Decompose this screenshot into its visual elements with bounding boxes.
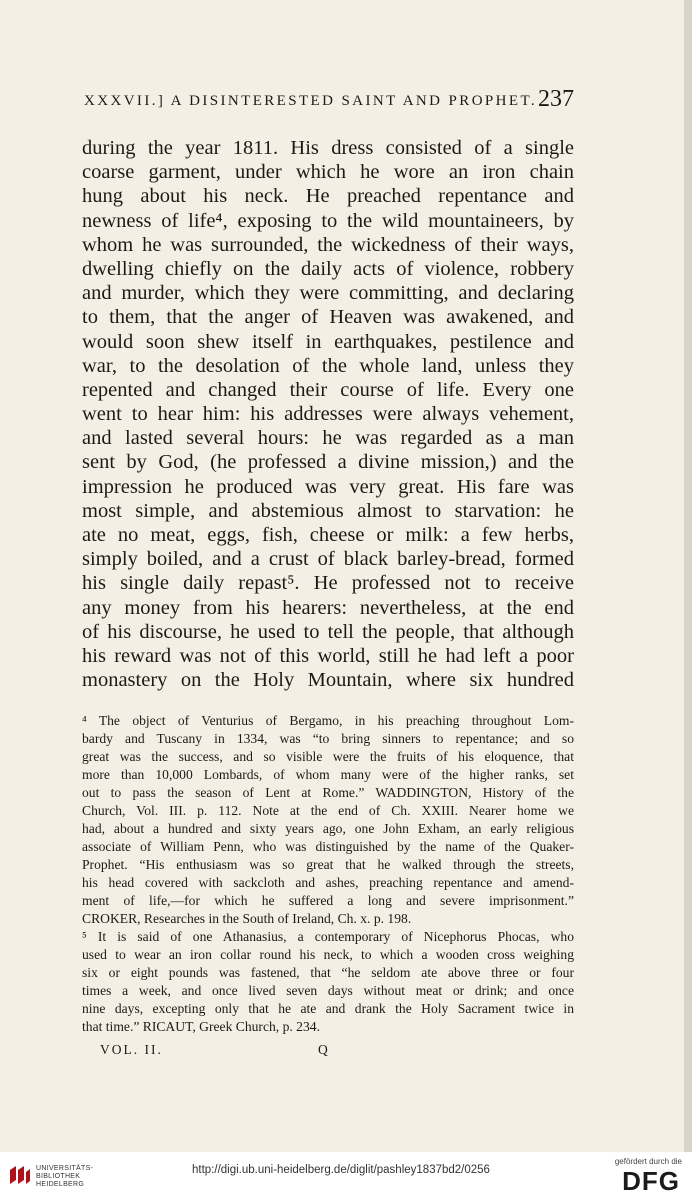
text-line: simply boiled, and a crust of black barley-bread, formed [82,548,574,571]
footnote-line: six or eight pounds was fastened, that “he seldom ate above three or four [82,965,574,980]
footnote-line: associate of William Penn, who was distinguished by the name of the Quaker- [82,839,574,854]
text-line: to them, that the anger of Heaven was awakened, and [82,306,574,329]
viewer-footer [0,1152,692,1201]
gathering-mark: Q [318,1042,330,1057]
main-text [82,136,574,692]
text-line: sent by God, (he professed a divine mission,) and the [82,451,574,474]
text-line: and murder, which they were committing, and declaring [82,282,574,305]
text-line: went to hear him: his addresses were always vehement, [82,403,574,426]
footnote-line: had, about a hundred and sixty years ago, one John Exham, an early religious [82,821,574,836]
text-line: war, to the desolation of the whole land, unless they [82,354,574,377]
text-line: of his discourse, he used to tell the people, that although [82,620,574,643]
footnote-line: ⁵ It is said of one Athanasius, a contemporary of Nicephorus Phocas, who [82,929,574,944]
footnote-line: his head covered with sackcloth and ashes, preaching repentance and amend- [82,875,574,890]
footnote-line: Church, Vol. III. p. 112. Note at the end of Ch. XXIII. Nearer home we [82,803,574,818]
text-line: repented and changed their course of life. Every one [82,378,574,401]
footnote-line: great was the success, and so visible were the fruits of his eloquence, that [82,749,574,764]
text-line: dwelling chiefly on the daily acts of violence, robbery [82,257,574,280]
dfg-logo[interactable]: DFG [622,1166,680,1196]
text-line: newness of life⁴, exposing to the wild mountaineers, by [82,209,574,232]
text-line: would soon shew itself in earthquakes, pestilence and [82,330,574,353]
funding-note: gefördert durch die [614,1157,682,1166]
text-line: monastery on the Holy Mountain, where six hundred [82,669,574,692]
text-line: coarse garment, under which he wore an iron chain [82,161,574,184]
footnote-line: more than 10,000 Lombards, of whom many were of the higher ranks, set [82,767,574,782]
library-name-line-1: UNIVERSITÄTS- [36,1165,94,1172]
footnote-line: that time.” RICAUT, Greek Church, p. 234. [82,1019,320,1034]
text-line: most simple, and abstemious almost to starvation: he [82,499,574,522]
text-line: ate no meat, eggs, fish, cheese or milk: a few herbs, [82,524,574,546]
text-line: and lasted several hours: he was regarded as a man [82,427,574,450]
library-name-line-3: HEIDELBERG [36,1181,85,1188]
library-name-line-2: BIBLIOTHEK [36,1173,81,1180]
running-title: XXXVII.] A DISINTERESTED SAINT AND PROPHET. [84,93,538,109]
footnote-line: CROKER, Researches in the South of Ireland, Ch. x. p. 198. [82,911,412,926]
footnote-line: bardy and Tuscany in 1334, was “to bring sinners to repentance; and so [82,731,574,746]
permalink[interactable]: http://digi.ub.uni-heidelberg.de/diglit/pashley1837bd2/0256 [192,1164,490,1176]
text-line: hung about his neck. He preached repentance and [82,185,574,208]
footnote-line: times a week, and once lived seven days without meat or drink; and once [82,983,574,998]
text-line: his reward was not of this world, still he had left a poor [82,644,574,667]
footnote-line: used to wear an iron collar round his neck, to which a wooden cross weighing [82,947,574,962]
footnote-line: ⁴ The object of Venturius of Bergamo, in his preaching throughout Lom- [82,713,574,728]
footnotes [82,712,574,1036]
running-header [84,86,574,118]
text-line: any money from his hearers: nevertheless, at the end [82,596,574,619]
footnote-line: Prophet. “His enthusiasm was so great that he walked through the streets, [82,857,574,872]
footnote-line: nine days, excepting only that he ate and drank the Holy Sacrament twice in [82,1001,574,1016]
text-line: during the year 1811. His dress consisted of a single [82,137,574,159]
footnote-line: ment of life,—for which he suffered a long and severe imprisonment.” [82,893,574,908]
volume-signature: VOL. II. [100,1042,163,1057]
university-seal-icon[interactable] [6,1162,32,1188]
page-edge [684,0,692,1152]
text-line: impression he produced was very great. His fare was [82,475,574,498]
page-number: 237 [538,86,574,112]
text-line: his single daily repast⁵. He professed not to receive [82,572,574,595]
footnote-line: out to pass the season of Lent at Rome.” WADDINGTON, History of the [82,785,574,800]
text-line: whom he was surrounded, the wickedness of their ways, [82,233,574,256]
